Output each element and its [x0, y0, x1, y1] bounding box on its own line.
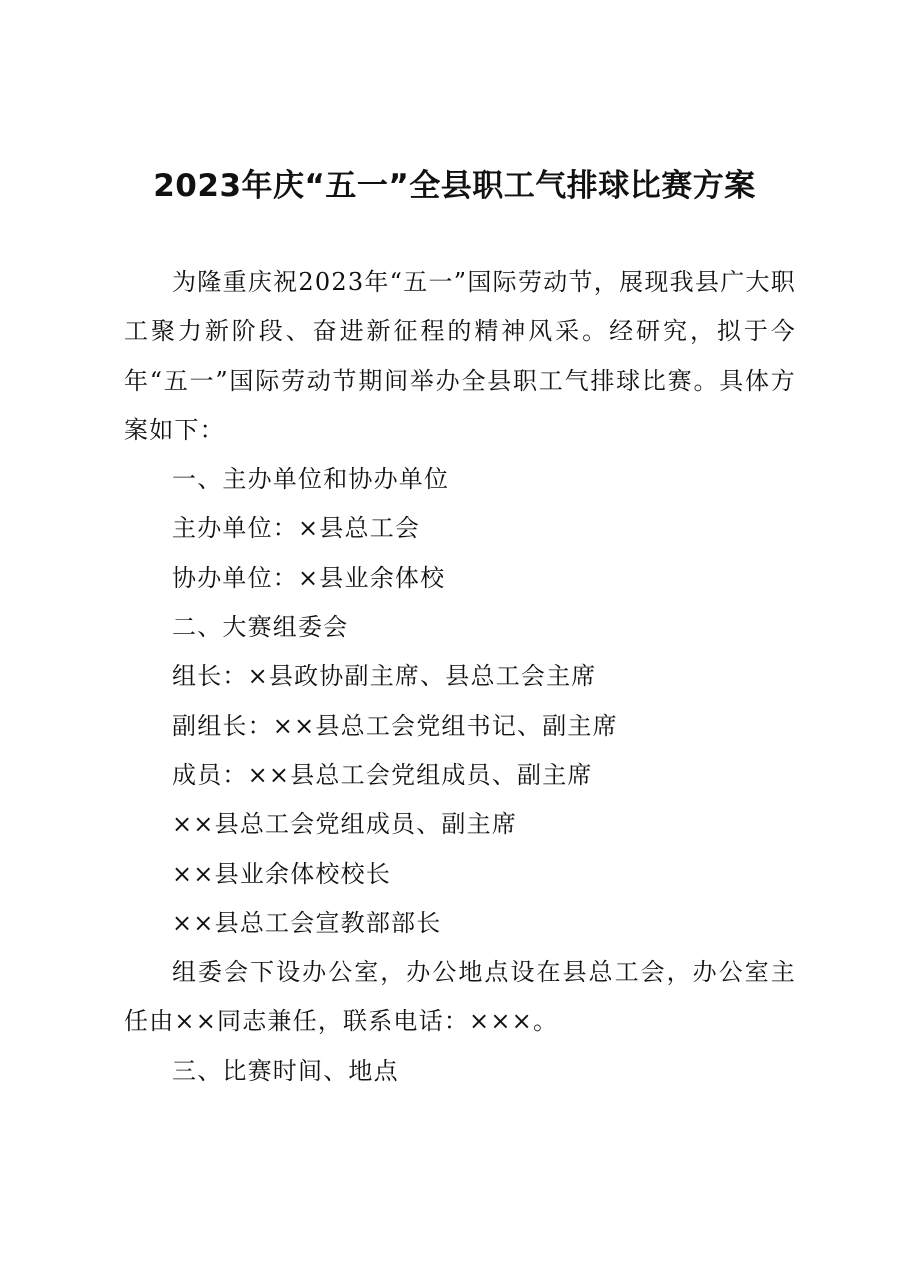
paragraph-deputy-leader: 副组长：××县总工会党组书记、副主席 [172, 711, 618, 740]
section-heading-time-place: 三、比赛时间、地点 [172, 1056, 399, 1085]
paragraph-member-4: ××县总工会宣教部部长 [172, 908, 442, 937]
paragraph-leader: 组长：×县政协副主席、县总工会主席 [172, 662, 597, 691]
section-heading-organizers: 一、主办单位和协办单位 [172, 465, 450, 494]
section-heading-committee: 二、大赛组委会 [172, 613, 349, 642]
paragraph-co-host: 协办单位：×县业余体校 [172, 563, 446, 592]
paragraph-intro: 为隆重庆祝2023年“五一”国际劳动节，展现我县广大职工聚力新阶段、奋进新征程的精神风采。经研究，拟于今年“五一”国际劳动节期间举办全县职工气排球比赛。具体方案如下： [124, 268, 796, 444]
document-title: 2023年庆“五一”全县职工气排球比赛方案 [153, 168, 756, 204]
paragraph-members: 成员：××县总工会党组成员、副主席 [172, 760, 593, 789]
paragraph-member-2: ××县总工会党组成员、副主席 [172, 810, 518, 839]
paragraph-member-3: ××县业余体校校长 [172, 859, 392, 888]
document-body [124, 258, 796, 1096]
paragraph-host: 主办单位：×县总工会 [172, 514, 421, 543]
paragraph-office: 组委会下设办公室，办公地点设在县总工会，办公室主任由××同志兼任，联系电话：×××。 [124, 958, 796, 1036]
